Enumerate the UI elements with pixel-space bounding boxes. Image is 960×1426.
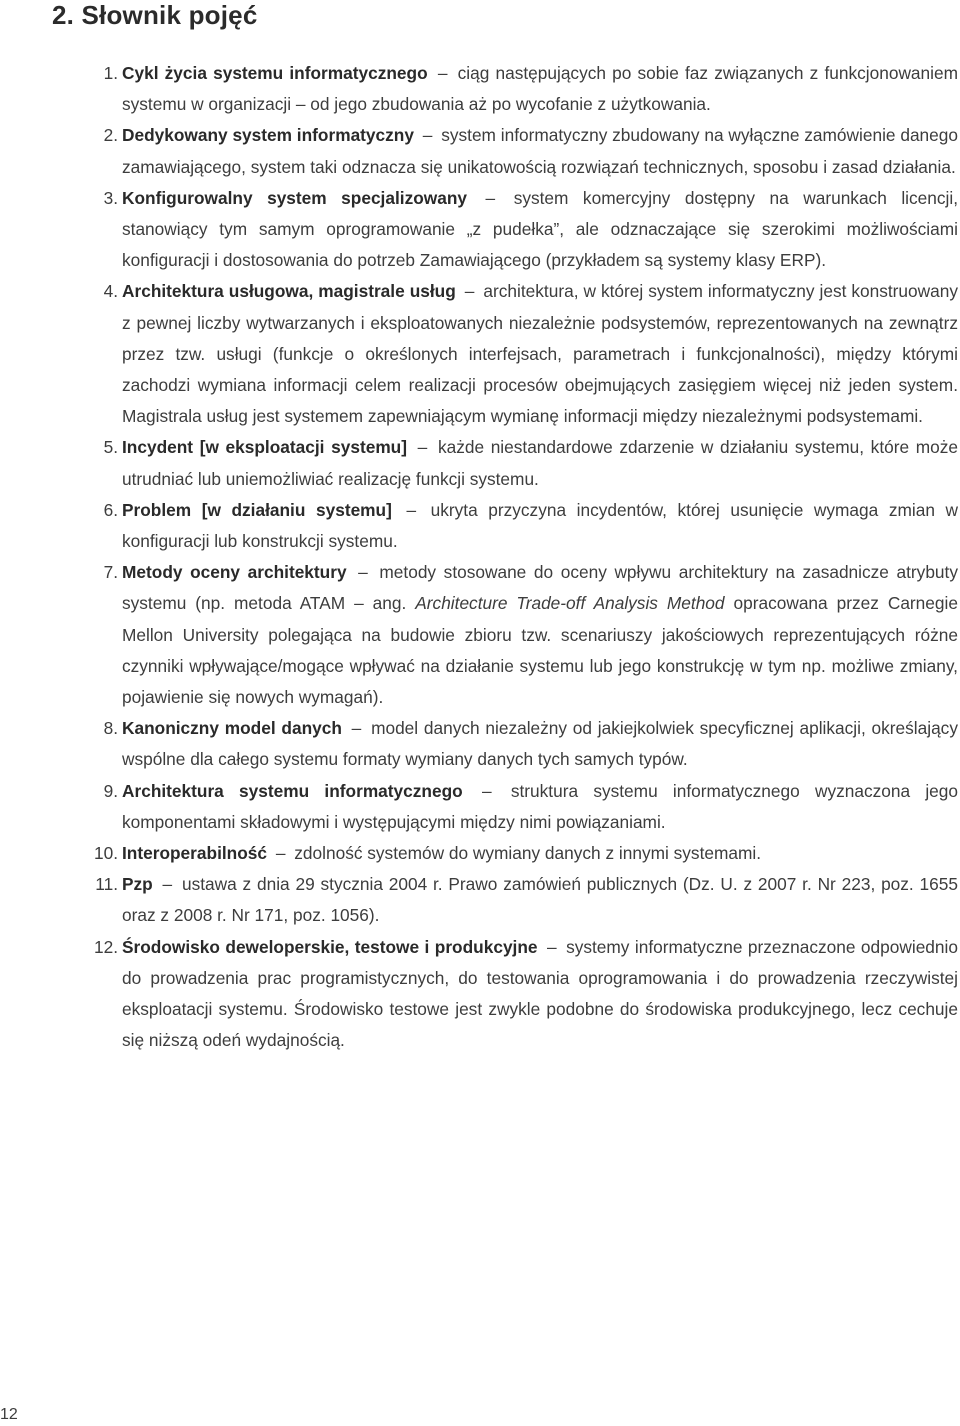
definition-number: 2. xyxy=(103,125,118,146)
definition-dash: – xyxy=(464,281,475,302)
definition-number: 9. xyxy=(103,780,118,801)
definition-term: Kanoniczny model danych xyxy=(122,718,342,739)
definition-term: Metody oceny architektury xyxy=(122,562,347,583)
definition-item xyxy=(52,932,958,1057)
definition-item xyxy=(52,557,958,713)
definition-item xyxy=(52,58,958,120)
definition-text: opracowana przez Carnegie Mellon University polegająca na budowie zbioru tzw. scenariuszy jakościowych reprezentujących różne czynniki wpływające/mogące wpływać na działanie systemu lub jego konstrukcję w tym np. możliwe zmiany, pojawienie się nowych wymagań). xyxy=(122,593,958,708)
definition-text: ustawa z dnia 29 stycznia 2004 r. Prawo zamówień publicznych (Dz. U. z 2007 r. Nr 223, poz. 1655 oraz z 2008 r. Nr 171, poz. 1056). xyxy=(122,874,958,926)
definition-text: zdolność systemów do wymiany danych z innymi systemami. xyxy=(294,843,762,864)
definition-number: 12. xyxy=(93,936,118,957)
definition-dash: – xyxy=(485,187,496,208)
definition-list xyxy=(52,58,958,1057)
definition-dash: – xyxy=(481,780,492,801)
definition-text: systemy informatyczne przeznaczone odpowiednio do prowadzenia prac programistycznych, do testowania oprogramowania i do prowadzenia rzeczywistej eksploatacji systemu. Środowisko testowe jest zwykle podobne do środowiska produkcyjnego, lecz cechuje się niższą odeń wydajnością. xyxy=(122,936,958,1051)
definition-item xyxy=(52,776,958,838)
definition-dash: – xyxy=(351,718,362,739)
definition-dash: – xyxy=(422,125,433,146)
definition-item xyxy=(52,432,958,494)
definition-dash: – xyxy=(417,437,428,458)
definition-dash: – xyxy=(162,874,173,895)
definition-text: architektura, w której system informatyczny jest konstruowany z pewnej liczby wytwarzanych i eksploatowanych niezależnie podsystemów, reprezentowanych na zewnątrz przez tzw. usługi (funkcje o określonych interfejsach, parametrach i funkcjonalności), między którymi zachodzi wymiana informacji celem realizacji procesów obejmujących zasięgiem więcej niż jeden system. Magistrala usług jest systemem zapewniającym wymianę informacji między niezależnymi podsystemami. xyxy=(122,281,958,427)
definition-number: 3. xyxy=(103,187,118,208)
definition-text: struktura systemu informatycznego wyznaczona jego komponentami składowymi i występującymi między nimi powiązaniami. xyxy=(122,780,958,832)
definition-item xyxy=(52,120,958,182)
definition-number: 7. xyxy=(103,562,118,583)
definition-term: Problem [w działaniu systemu] xyxy=(122,499,392,520)
definition-term: Pzp xyxy=(122,874,153,895)
definition-dash: – xyxy=(358,562,368,583)
definition-number: 4. xyxy=(103,281,118,302)
definition-item xyxy=(52,838,958,869)
definition-number: 11. xyxy=(95,874,118,895)
definition-term: Konfigurowalny system specjalizowany xyxy=(122,187,467,208)
definition-dash: – xyxy=(275,843,286,864)
definition-term: Interoperabilność xyxy=(122,843,268,864)
definition-term: Dedykowany system informatyczny xyxy=(122,125,414,146)
definition-dash: – xyxy=(406,499,417,520)
definition-number: 8. xyxy=(103,718,118,739)
definition-item xyxy=(52,183,958,277)
definition-term: Środowisko deweloperskie, testowe i produkcyjne xyxy=(122,936,538,957)
definition-item xyxy=(52,495,958,557)
definition-dash: – xyxy=(546,936,557,957)
page-title: 2. Słownik pojęć xyxy=(52,0,258,30)
definition-term: Architektura systemu informatycznego xyxy=(122,780,463,801)
definition-text: ukryta przyczyna incydentów, której usunięcie wymaga zmian w konfiguracji lub konstrukcji systemu. xyxy=(122,499,958,552)
page-number: 12 xyxy=(0,1406,18,1423)
definition-text: każde niestandardowe zdarzenie w działaniu systemu, które może utrudniać lub uniemożliwiać realizację funkcji systemu. xyxy=(122,437,958,489)
definition-italic-text: Architecture Trade-off Analysis Method xyxy=(415,593,725,614)
definition-number: 1. xyxy=(103,63,118,83)
definition-text: metody stosowane do oceny wpływu architektury na zasadnicze atrybuty systemu (np. metoda ATAM – ang. xyxy=(122,562,958,614)
definition-text: ciąg następujących po sobie faz związanych z funkcjonowaniem systemu w organizacji – od jego zbudowania aż po wycofanie z użytkowania. xyxy=(122,63,959,115)
definition-dash: – xyxy=(437,63,448,83)
definition-number: 5. xyxy=(103,437,118,458)
definition-text: model danych niezależny od jakiejkolwiek specyficznej aplikacji, określający wspólne dla całego systemu formaty wymiany danych tych samych typów. xyxy=(122,718,958,770)
definition-item xyxy=(52,713,958,775)
definition-text: system informatyczny zbudowany na wyłączne zamówienie danego zamawiającego, system taki odznacza się unikatowością rozwiązań technicznych, sposobu i zasad działania. xyxy=(122,125,958,177)
definition-number: 6. xyxy=(103,499,118,520)
definition-term: Architektura usługowa, magistrale usług xyxy=(122,281,456,302)
definition-text: system komercyjny dostępny na warunkach licencji, stanowiący tym samym oprogramowanie „z pudełka”, ale odznaczające się szerokimi możliwościami konfiguracji i dostosowania do potrzeb Zamawiającego (przykładem są systemy klasy ERP). xyxy=(122,187,958,271)
definition-item xyxy=(52,869,958,931)
definition-term: Incydent [w eksploatacji systemu] xyxy=(122,437,407,458)
definition-number: 10. xyxy=(93,843,118,864)
definition-term: Cykl życia systemu informatycznego xyxy=(122,63,428,83)
definition-item xyxy=(52,276,958,432)
